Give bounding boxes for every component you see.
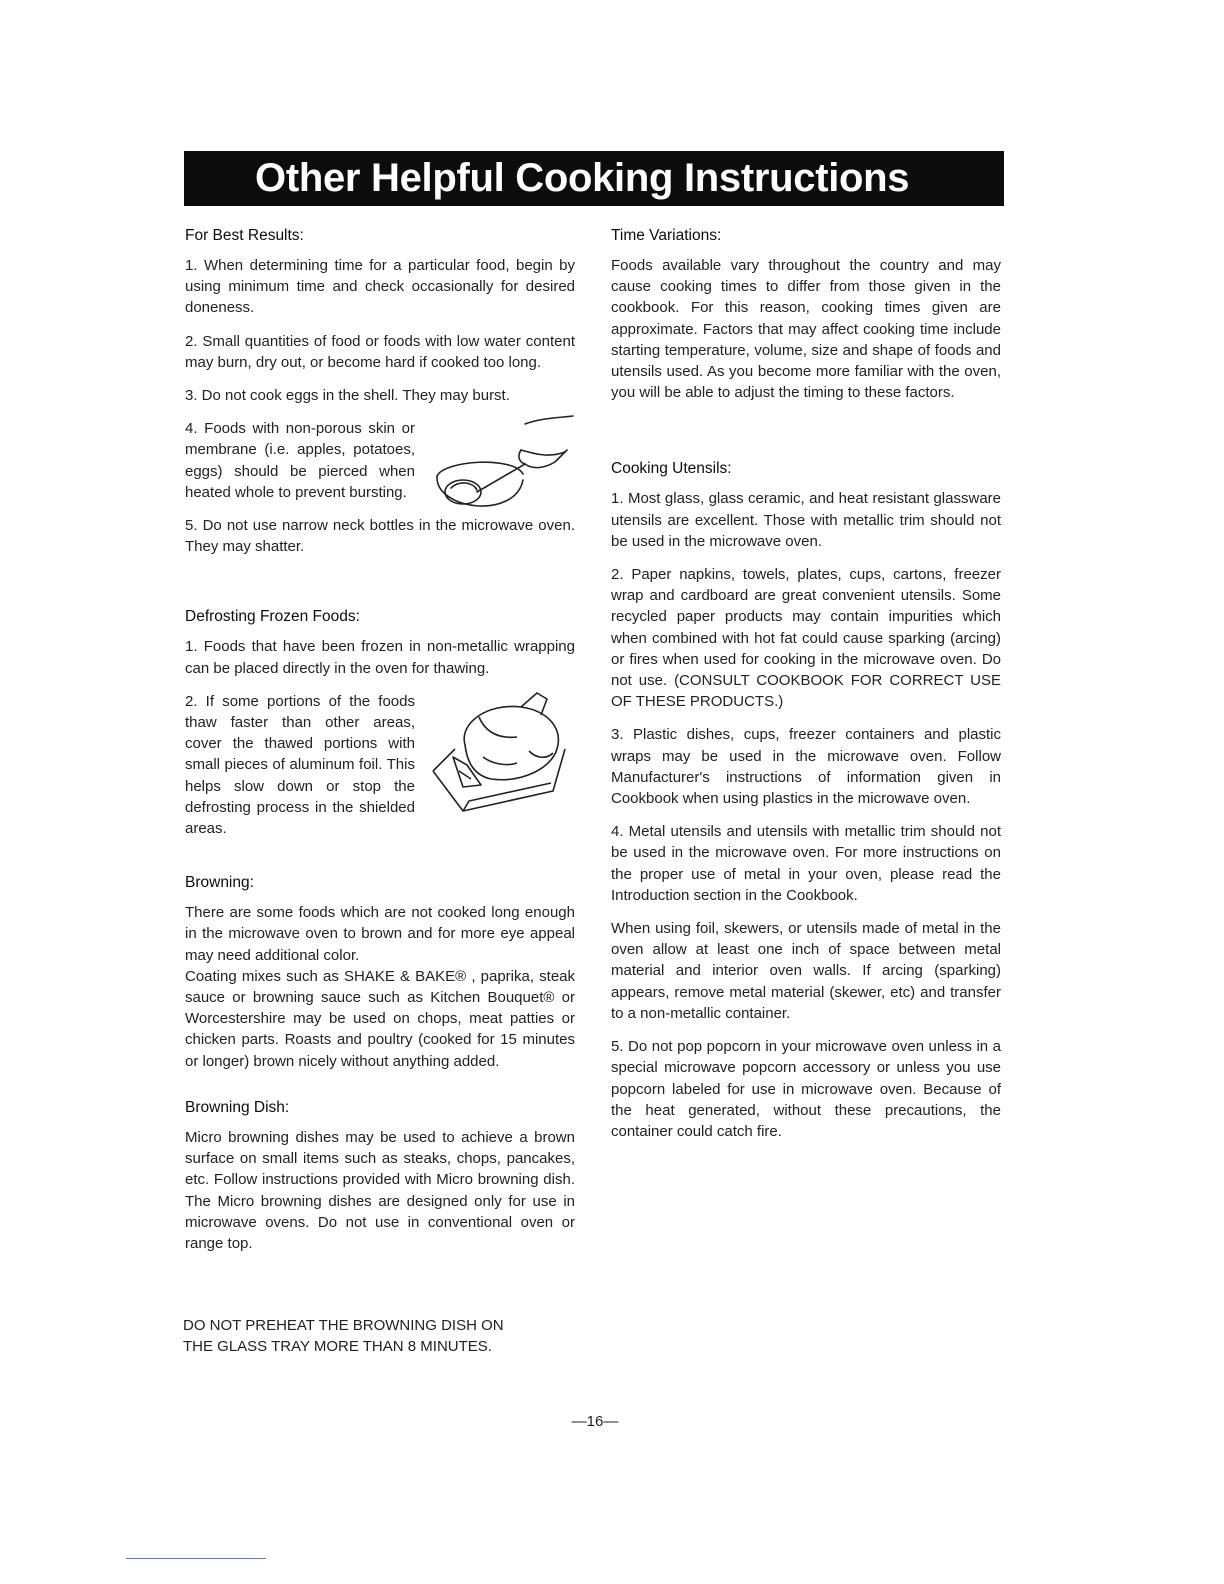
browning-dish-paragraph: Micro browning dishes may be used to achieve a brown surface on small items such as steaks, chops, pancakes, etc. Follow instructions provided with Micro browning dish. The Micro browning dishes are designed only for use in microwave ovens. Do not use in conventional oven or range top. <box>185 1128 575 1252</box>
best-results-item-5: 5. Do not use narrow neck bottles in the microwave oven. They may shatter. <box>185 517 575 556</box>
utensils-item-4: 4. Metal utensils and utensils with metallic trim should not be used in the microwave oven. For more instructions on the proper use of metal in your oven, please read the Introduction section in the Cookbook. <box>611 823 1001 904</box>
right-column <box>611 226 1001 1154</box>
browning-paragraph-1: There are some foods which are not cooked long enough in the microwave oven to brown and for more eye appeal may need additional color. <box>185 904 575 964</box>
defrosting-item-2: 2. If some portions of the foods thaw faster than other areas, cover the thawed portions with small pieces of aluminum foil. This helps slow down or stop the defrosting process in the shielded areas. <box>185 692 415 838</box>
heading-browning: Browning: <box>185 874 254 892</box>
best-results-item-1: 1. When determining time for a particular food, begin by using minimum time and check occasionally for desired doneness. <box>185 257 575 317</box>
heading-best-results: For Best Results: <box>185 227 304 244</box>
left-column <box>185 226 575 1266</box>
utensils-metal-note: When using foil, skewers, or utensils made of metal in the oven allow at least one inch of space between metal material and interior oven walls. If arcing (sparking) appears, remove metal material (skewer, etc) and transfer to a non-metallic container. <box>611 920 1001 1022</box>
heading-time-variations: Time Variations: <box>611 227 722 244</box>
foil-shielded-poultry-illustration <box>425 687 575 822</box>
browning-paragraph-2: Coating mixes such as SHAKE & BAKE® , paprika, steak sauce or browning sauce such as Kitchen Bouquet® or Worcestershire may be used on chops, meat patties or chicken parts. Roasts and poultry (cooked for 15 minutes or longer) brown nicely without anything added. <box>185 967 575 1070</box>
best-results-item-4-block <box>185 418 575 503</box>
page-number: —16— <box>571 1413 619 1430</box>
preheat-warning <box>183 1315 603 1357</box>
defrosting-item-1: 1. Foods that have been frozen in non-metallic wrapping can be placed directly in the oven for thawing. <box>185 638 575 677</box>
heading-defrosting: Defrosting Frozen Foods: <box>185 608 360 626</box>
page-title: Other Helpful Cooking Instructions <box>184 151 1004 206</box>
preheat-warning-line-2: THE GLASS TRAY MORE THAN 8 MINUTES. <box>183 1338 492 1355</box>
best-results-item-2: 2. Small quantities of food or foods with low water content may burn, dry out, or become hard if cooked too long. <box>185 332 575 371</box>
utensils-item-3: 3. Plastic dishes, cups, freezer containers and plastic wraps may be used in the microwave oven. Follow Manufacturer's instructions of information given in Cookbook when using plastics in the microwave oven. <box>611 726 1001 808</box>
heading-cooking-utensils: Cooking Utensils: <box>611 460 732 478</box>
best-results-item-3: 3. Do not cook eggs in the shell. They may burst. <box>185 387 510 405</box>
best-results-item-4: 4. Foods with non-porous skin or membrane (i.e. apples, potatoes, eggs) should be pierced when heated whole to prevent bursting. <box>185 420 415 501</box>
time-variations-paragraph: Foods available vary throughout the country and may cause cooking times to differ from those given in the cookbook. For this reason, cooking times given are approximate. Factors that may affect cooking time include starting temperature, volume, size and shape of foods and utensils used. As you become more familiar with the oven, you will be able to adjust the timing to these factors. <box>611 257 1001 402</box>
preheat-warning-line-1: DO NOT PREHEAT THE BROWNING DISH ON <box>183 1317 504 1334</box>
footer-rule <box>126 1558 266 1559</box>
utensils-item-5: 5. Do not pop popcorn in your microwave oven unless in a special microwave popcorn accessory or unless you use popcorn labeled for use in microwave oven. Because of the heat generated, without these precautions, the container could catch fire. <box>611 1038 1001 1140</box>
utensils-item-2: 2. Paper napkins, towels, plates, cups, cartons, freezer wrap and cardboard are great convenient utensils. Some recycled paper products may contain impurities which when combined with hot fat could cause sparking (arcing) or fires when used for cooking in the microwave oven. Do not use. (CONSULT COOKBOOK FOR CORRECT USE OF THESE PRODUCTS.) <box>611 566 1001 711</box>
utensils-item-1: 1. Most glass, glass ceramic, and heat resistant glassware utensils are excellent. Those with metallic trim should not be used in the microwave oven. <box>611 490 1001 550</box>
defrosting-item-2-block <box>185 691 575 839</box>
egg-piercing-illustration <box>425 414 575 529</box>
heading-browning-dish: Browning Dish: <box>185 1098 290 1116</box>
